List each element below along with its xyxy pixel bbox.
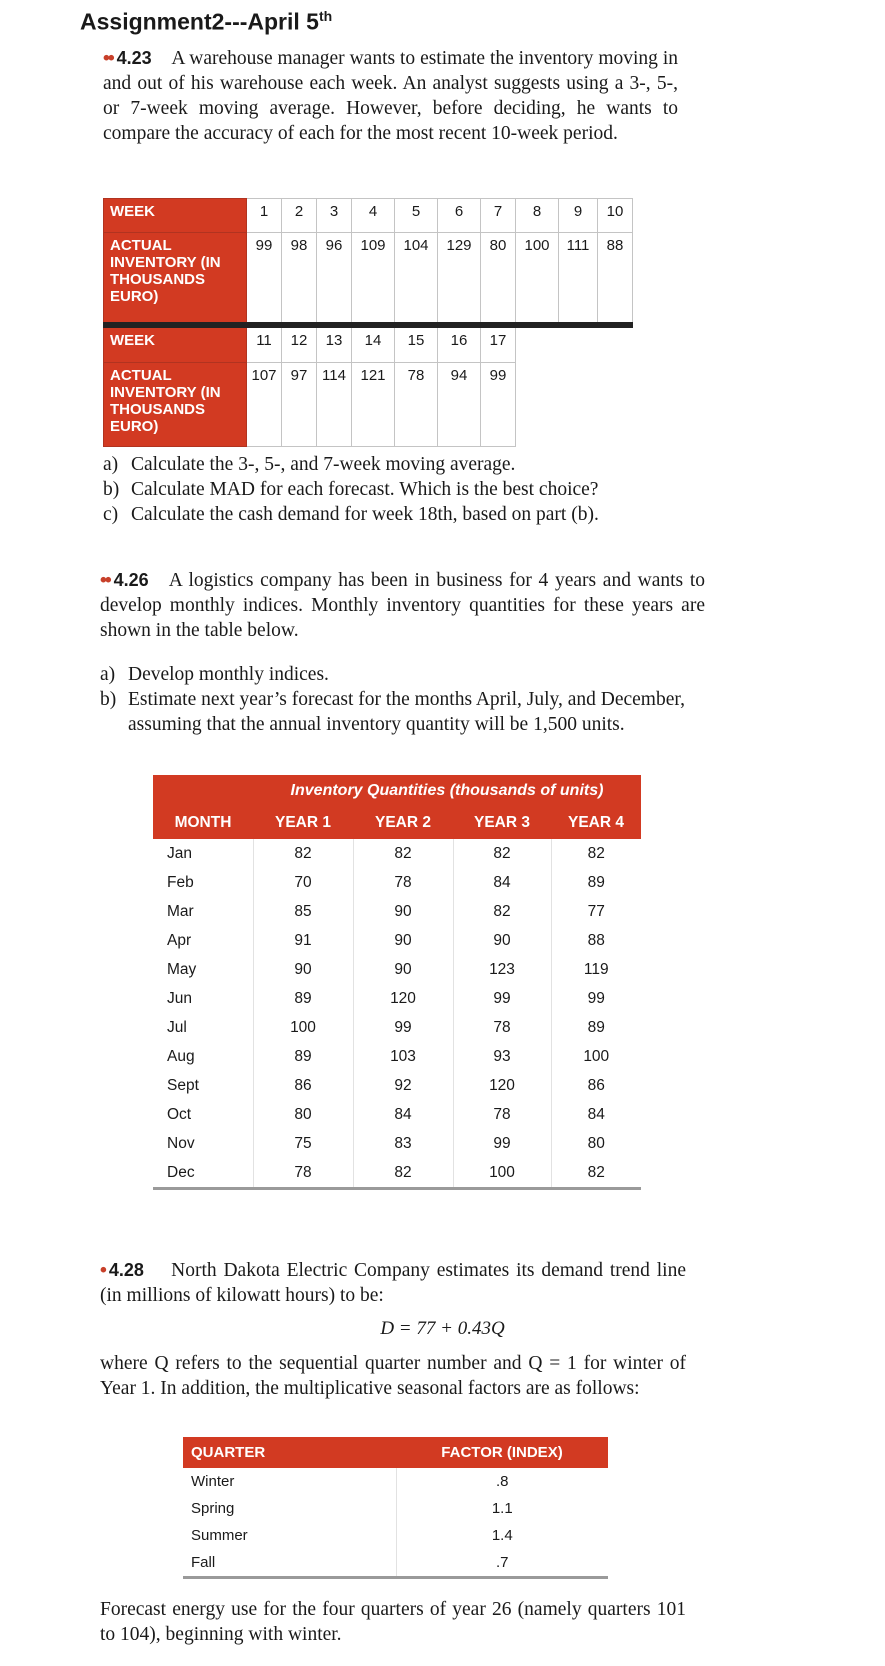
value-cell: 90	[353, 897, 453, 926]
table-row	[153, 868, 641, 897]
value-cell: 90	[353, 955, 453, 984]
problem-4-28-text-2: where Q refers to the sequential quarter number and Q = 1 for winter of Year 1. In addition, the multiplicative seasonal factors are as follows:	[100, 1353, 686, 1399]
problem-4-26-text: •• 4.26 A logistics company has been in business for 4 years and wants to develop monthly indices. Monthly inventory quantities for these years are shown in the table below.	[100, 569, 705, 641]
quarter-cell: Fall	[183, 1549, 396, 1578]
table-row	[153, 897, 641, 926]
list-item: a) Develop monthly indices.	[100, 664, 329, 685]
factor-cell: .7	[396, 1549, 608, 1578]
value-cell: 99	[453, 1129, 551, 1158]
table-row	[153, 1158, 641, 1189]
table-row	[153, 1100, 641, 1129]
table-row	[183, 1522, 608, 1549]
column-header: MONTH	[153, 807, 253, 839]
actual-inventory-header: ACTUAL INVENTORY (IN THOUSANDS EURO)	[104, 233, 247, 325]
month-cell: Jan	[167, 844, 192, 862]
month-cell: Aug	[167, 1047, 195, 1065]
month-cell: May	[167, 960, 197, 978]
inventory-quantities-table	[153, 775, 641, 1190]
table-row	[153, 926, 641, 955]
month-cell: Mar	[167, 902, 194, 920]
value-cell: 99	[353, 1013, 453, 1042]
value-cell: 99	[453, 984, 551, 1013]
month-cell: Nov	[167, 1134, 195, 1152]
value-cell: 78	[253, 1158, 353, 1189]
page-title: Assignment2---April 5th	[80, 8, 333, 35]
value-cell: 82	[453, 897, 551, 926]
month-cell: Apr	[167, 931, 192, 949]
problem-4-28-text: • 4.28 North Dakota Electric Company estimates its demand trend line (in millions of kilowatt hours) to be:	[100, 1259, 686, 1306]
problem-number: 4.23	[116, 48, 152, 68]
value-cell: 100	[253, 1013, 353, 1042]
problem-4-26-questions	[100, 662, 705, 737]
table-row	[153, 1071, 641, 1100]
column-header: QUARTER	[183, 1437, 396, 1468]
value-cell: 84	[353, 1100, 453, 1129]
table-row	[183, 1549, 608, 1578]
value-cell: 82	[353, 1158, 453, 1189]
problem-number: 4.28	[108, 1260, 144, 1280]
value-cell: 103	[353, 1042, 453, 1071]
column-header: FACTOR (INDEX)	[396, 1437, 608, 1468]
problem-4-23-questions	[103, 452, 663, 527]
value-cell: 120	[353, 984, 453, 1013]
value-cell: 82	[353, 839, 453, 868]
value-cell: 85	[253, 897, 353, 926]
factor-cell: 1.4	[396, 1522, 608, 1549]
value-cell: 123	[453, 955, 551, 984]
value-cell: 92	[353, 1071, 453, 1100]
value-cell: 82	[551, 839, 641, 868]
value-cell: 78	[353, 868, 453, 897]
value-cell: 100	[551, 1042, 641, 1071]
value-cell: 80	[253, 1100, 353, 1129]
column-header: YEAR 3	[453, 807, 551, 839]
value-cell: 89	[253, 984, 353, 1013]
factor-cell: 1.1	[396, 1495, 608, 1522]
month-cell: Dec	[153, 1158, 253, 1189]
problem-number: 4.26	[113, 570, 149, 590]
column-header: YEAR 2	[353, 807, 453, 839]
table-row	[183, 1495, 608, 1522]
table-row	[153, 839, 641, 868]
value-cell: 82	[551, 1158, 641, 1189]
value-cell: 100	[453, 1158, 551, 1189]
value-cell: 120	[453, 1071, 551, 1100]
problem-4-28-text-3: Forecast energy use for the four quarters of year 26 (namely quarters 101 to 104), beginning with winter.	[100, 1599, 686, 1645]
value-cell: 78	[453, 1013, 551, 1042]
table-row	[153, 1042, 641, 1071]
value-cell: 82	[453, 839, 551, 868]
seasonal-factors-table	[183, 1437, 608, 1579]
table-row	[153, 955, 641, 984]
value-cell: 86	[253, 1071, 353, 1100]
trend-equation: D = 77 + 0.43Q	[380, 1318, 505, 1339]
value-cell: 90	[453, 926, 551, 955]
week-header: WEEK	[104, 325, 247, 363]
value-cell: 91	[253, 926, 353, 955]
value-cell: 82	[253, 839, 353, 868]
table-row	[183, 1468, 608, 1495]
value-cell: 84	[551, 1100, 641, 1129]
value-cell: 80	[551, 1129, 641, 1158]
list-item: b) Estimate next year’s forecast for the months April, July, and December, assuming that the annual inventory quantity will be 1,500 units.	[100, 689, 685, 735]
list-item: c) Calculate the cash demand for week 18th, based on part (b).	[103, 504, 599, 525]
value-cell: 89	[253, 1042, 353, 1071]
value-cell: 119	[551, 955, 641, 984]
value-cell: 88	[551, 926, 641, 955]
month-cell: Oct	[167, 1105, 192, 1123]
month-cell: Sept	[167, 1076, 199, 1094]
value-cell: 83	[353, 1129, 453, 1158]
value-cell: 86	[551, 1071, 641, 1100]
actual-inventory-header: ACTUAL INVENTORY (IN THOUSANDS EURO)	[104, 363, 247, 447]
value-cell: 99	[551, 984, 641, 1013]
month-cell: Feb	[167, 873, 194, 891]
month-cell: Jul	[167, 1018, 187, 1036]
month-cell: Jun	[167, 989, 192, 1007]
value-cell: 90	[253, 955, 353, 984]
value-cell: 84	[453, 868, 551, 897]
problem-4-23-text: •• 4.23 A warehouse manager wants to estimate the inventory moving in and out of his warehouse each week. An analyst suggests using a 3-, 5-, or 7-week moving average. However, before deciding, he wants to compare the accuracy of each for the most recent 10-week period.	[103, 47, 678, 144]
column-header: YEAR 1	[253, 807, 353, 839]
week-header: WEEK	[104, 199, 247, 233]
value-cell: 90	[353, 926, 453, 955]
value-cell: 93	[453, 1042, 551, 1071]
factor-cell: .8	[396, 1468, 608, 1495]
weekly-inventory-table: WEEK 1 2 3 4 5 6 7 8 9 10 ACTUAL INVENTORY (IN THOUSANDS EURO) 99 98 96 109 104 129 80 100 111 88 WEEK 11 12 13 14 15 16 17 ACTUAL INVENTORY (IN THOUSANDS EURO) 107 97 114 121 78 94 99	[103, 198, 633, 447]
table-caption: Inventory Quantities (thousands of units)	[253, 775, 641, 807]
list-item: b) Calculate MAD for each forecast. Which is the best choice?	[103, 479, 599, 500]
quarter-cell: Spring	[191, 1500, 235, 1517]
table-row	[153, 1013, 641, 1042]
quarter-cell: Winter	[191, 1473, 235, 1490]
table-row	[153, 1129, 641, 1158]
value-cell: 75	[253, 1129, 353, 1158]
value-cell: 89	[551, 868, 641, 897]
value-cell: 77	[551, 897, 641, 926]
value-cell: 70	[253, 868, 353, 897]
table-row	[153, 984, 641, 1013]
value-cell: 78	[453, 1100, 551, 1129]
quarter-cell: Summer	[191, 1527, 248, 1544]
column-header: YEAR 4	[551, 807, 641, 839]
list-item: a) Calculate the 3-, 5-, and 7-week moving average.	[103, 454, 516, 475]
value-cell: 89	[551, 1013, 641, 1042]
